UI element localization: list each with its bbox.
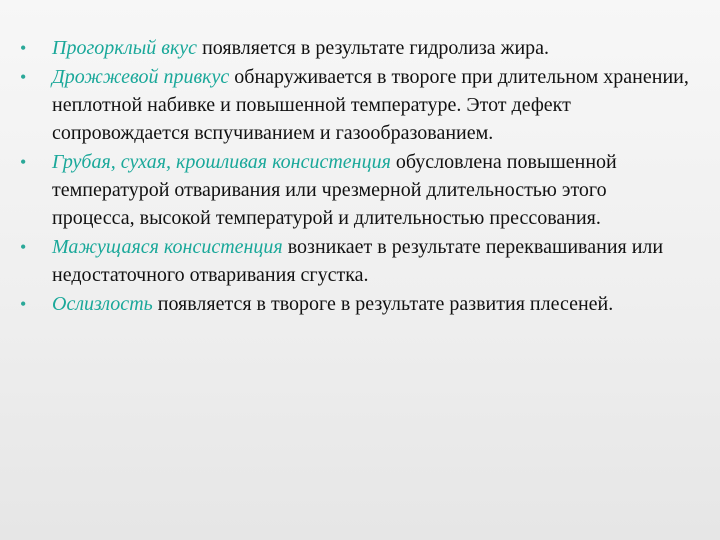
- desc-sliminess: появляется в твороге в результате развития плесеней.: [152, 293, 614, 315]
- bullet-icon: •: [20, 67, 27, 87]
- term-coarse-consistency: Грубая, сухая, крошливая консистенция: [52, 151, 391, 173]
- bullet-item-smearing-consistency: [20, 233, 690, 289]
- desc-coarse-consistency: обусловлена повышенной температурой отваривания или чрезмерной длительностью этого процесса, высокой температурой и длительностью прессования.: [52, 151, 617, 229]
- bullet-item-yeast-taste: [20, 63, 690, 147]
- bullet-icon: •: [20, 294, 27, 314]
- defects-bullet-list: [20, 34, 690, 319]
- term-yeast-taste: Дрожжевой привкус: [52, 66, 230, 88]
- term-smearing-consistency: Мажущаяся консистенция: [52, 236, 283, 258]
- desc-smearing-consistency: возникает в результате переквашивания или недостаточного отваривания сгустка.: [52, 236, 664, 286]
- bullet-icon: •: [20, 38, 27, 58]
- desc-rancid-taste: появляется в результате гидролиза жира.: [197, 37, 550, 59]
- desc-yeast-taste: обнаруживается в твороге при длительном хранении, неплотной набивке и повышенной температуре. Этот дефект сопровождается вспучиванием и газообразованием.: [52, 66, 689, 144]
- term-sliminess: Ослизлость: [52, 293, 153, 315]
- bullet-item-sliminess: [20, 290, 690, 318]
- bullet-icon: •: [20, 152, 27, 172]
- bullet-item-coarse-consistency: [20, 148, 690, 232]
- term-rancid-taste: Прогорклый вкус: [52, 37, 198, 59]
- bullet-item-rancid-taste: [20, 34, 690, 62]
- bullet-icon: •: [20, 237, 27, 257]
